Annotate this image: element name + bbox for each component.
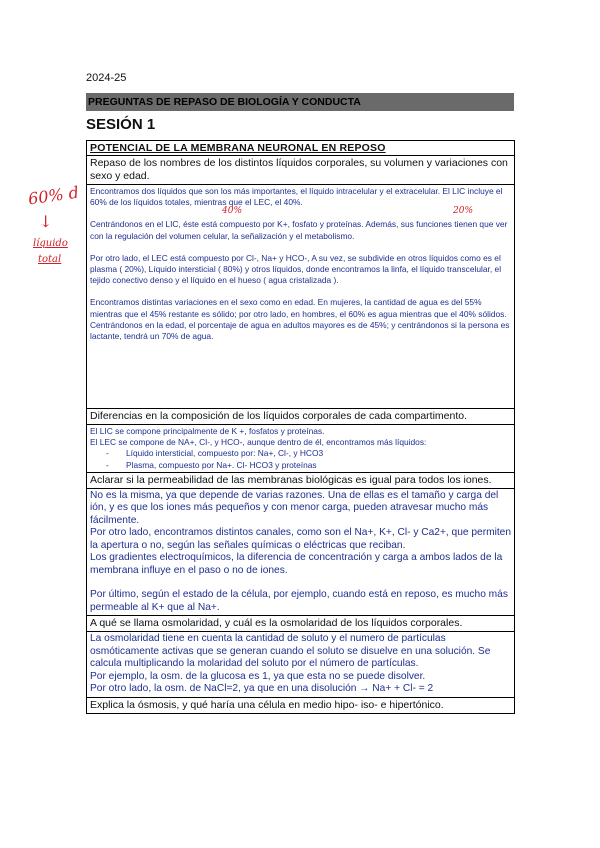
answer-3-p4: Por último, según el estado de la célula, por ejemplo, cuando está en reposo, es mucho más permeable al K+ que al Na+. bbox=[90, 589, 508, 613]
answer-4 bbox=[87, 632, 514, 698]
review-table bbox=[86, 140, 515, 714]
handwritten-liquido: líquido bbox=[33, 238, 68, 249]
answer-1-p1: Encontramos dos líquidos que son los más importantes, el líquido intracelular y el extracelular. El LIC incluye el 60% de los líquidos totales, mientras que el LEC, el 40%. bbox=[90, 186, 503, 208]
session-title: SESIÓN 1 bbox=[86, 116, 156, 133]
question-3: Aclarar si la permeabilidad de las membranas biológicas es igual para todos los iones. bbox=[87, 473, 514, 489]
answer-1-p2: Centrándonos en el LIC, éste está compuesto por K+, fosfato y proteínas. Además, sus funciones tienen que ver con la regulación del volumen celular, la señalización y el metabolismo. bbox=[90, 219, 508, 241]
answer-2-bullet-1: - Líquido intersticial, compuesto por: Na+, Cl-, y HCO3 bbox=[126, 448, 511, 459]
handwritten-total: total bbox=[38, 254, 62, 265]
question-5: Explica la ósmosis, y qué haría una célula en medio hipo- iso- e hipertónico. bbox=[90, 698, 444, 711]
answer-2 bbox=[87, 425, 514, 473]
answer-1 bbox=[87, 185, 514, 409]
handwritten-arrow: ↓ bbox=[39, 212, 53, 231]
answer-1-p3: Por otro lado, el LEC está compuesto por Cl-, Na+ y HCO-, A su vez, se subdivide en otros líquidos como es el plasma ( 20%), Líquido intersticial ( 80%) y otros líquidos, donde encontramos la linfa, el líquido transcelular, el tejido conectivo denso y el líquido en el hueso ( agua cristalizada ). bbox=[90, 252, 502, 286]
question-1: Repaso de los nombres de los distintos líquidos corporales, su volumen y variaciones con sexo y edad. bbox=[87, 156, 514, 185]
handwritten-60-percent: 60% d bbox=[26, 182, 80, 209]
answer-3 bbox=[87, 489, 514, 617]
answer-2-l2: El LEC se compone de NA+, Cl-, y HCO-, aunque dentro de él, encontramos más líquidos: bbox=[90, 437, 427, 448]
year-label: 2024-25 bbox=[86, 72, 127, 84]
answer-1-p5: Centrándonos en la edad, el porcentaje de agua en adultos mayores es de 45%; y centrándonos si la persona es lactante, tendrá un 70% de agua. bbox=[90, 319, 510, 342]
title-banner: PREGUNTAS DE REPASO DE BIOLOGÍA Y CONDUCTA bbox=[86, 93, 514, 111]
answer-4-p2: Por ejemplo, la osm. de la glucosa es 1, ya que esta no se puede disolver. bbox=[90, 670, 426, 682]
answer-4-p1: La osmolaridad tiene en cuenta la cantidad de soluto y el numero de partículas osmóticamente activas que se generan cuando el soluto se disuelve en una solución. Se calcula multiplicando la molaridad del soluto por el número de partículas. bbox=[90, 633, 491, 670]
answer-2-bullet-2: - Plasma, compuesto por Na+. Cl- HCO3 y proteínas bbox=[126, 460, 511, 471]
answer-1-p4: Encontramos distintas variaciones en el sexo como en edad. En mujeres, la cantidad de agua es del 55% mientras que el 45% restante es sólido; por otro lado, en hombres, el 60% es agua mientras que el 40% sólidos. bbox=[90, 297, 507, 319]
answer-3-p2: Por otro lado, encontramos distintos canales, como son el Na+, K+, Cl- y Ca2+, que permiten la apertura o no, según las señales químicas o eléctricas que reciban. bbox=[90, 527, 512, 551]
answer-2-l1: El LIC se compone principalmente de K +, fosfatos y proteínas. bbox=[90, 426, 325, 436]
section-heading: POTENCIAL DE LA MEMBRANA NEURONAL EN REPOSO bbox=[87, 141, 514, 156]
question-2: Diferencias en la composición de los líquidos corporales de cada compartimento. bbox=[87, 409, 514, 425]
handwritten-40-percent: 40% bbox=[222, 206, 243, 216]
answer-3-p1: No es la misma, ya que depende de varias razones. Una de ellas es el tamaño y carga del ión, y es que los iones más pequeños y con menor carga, pueden atravesar mucho más fácilmente. bbox=[90, 489, 499, 526]
question-4: A qué se llama osmolaridad, y cuál es la osmolaridad de los líquidos corporales. bbox=[87, 616, 514, 632]
handwritten-20-percent: 20% bbox=[453, 206, 474, 216]
answer-4-p3: Por otro lado, la osm. de NaCl=2, ya que en una disolución → Na+ + Cl- = 2 bbox=[90, 683, 434, 695]
answer-3-p3: Los gradientes electroquímicos, la diferencia de concentración y carga a ambos lados de la membrana influye en el paso o no de iones. bbox=[90, 552, 503, 576]
